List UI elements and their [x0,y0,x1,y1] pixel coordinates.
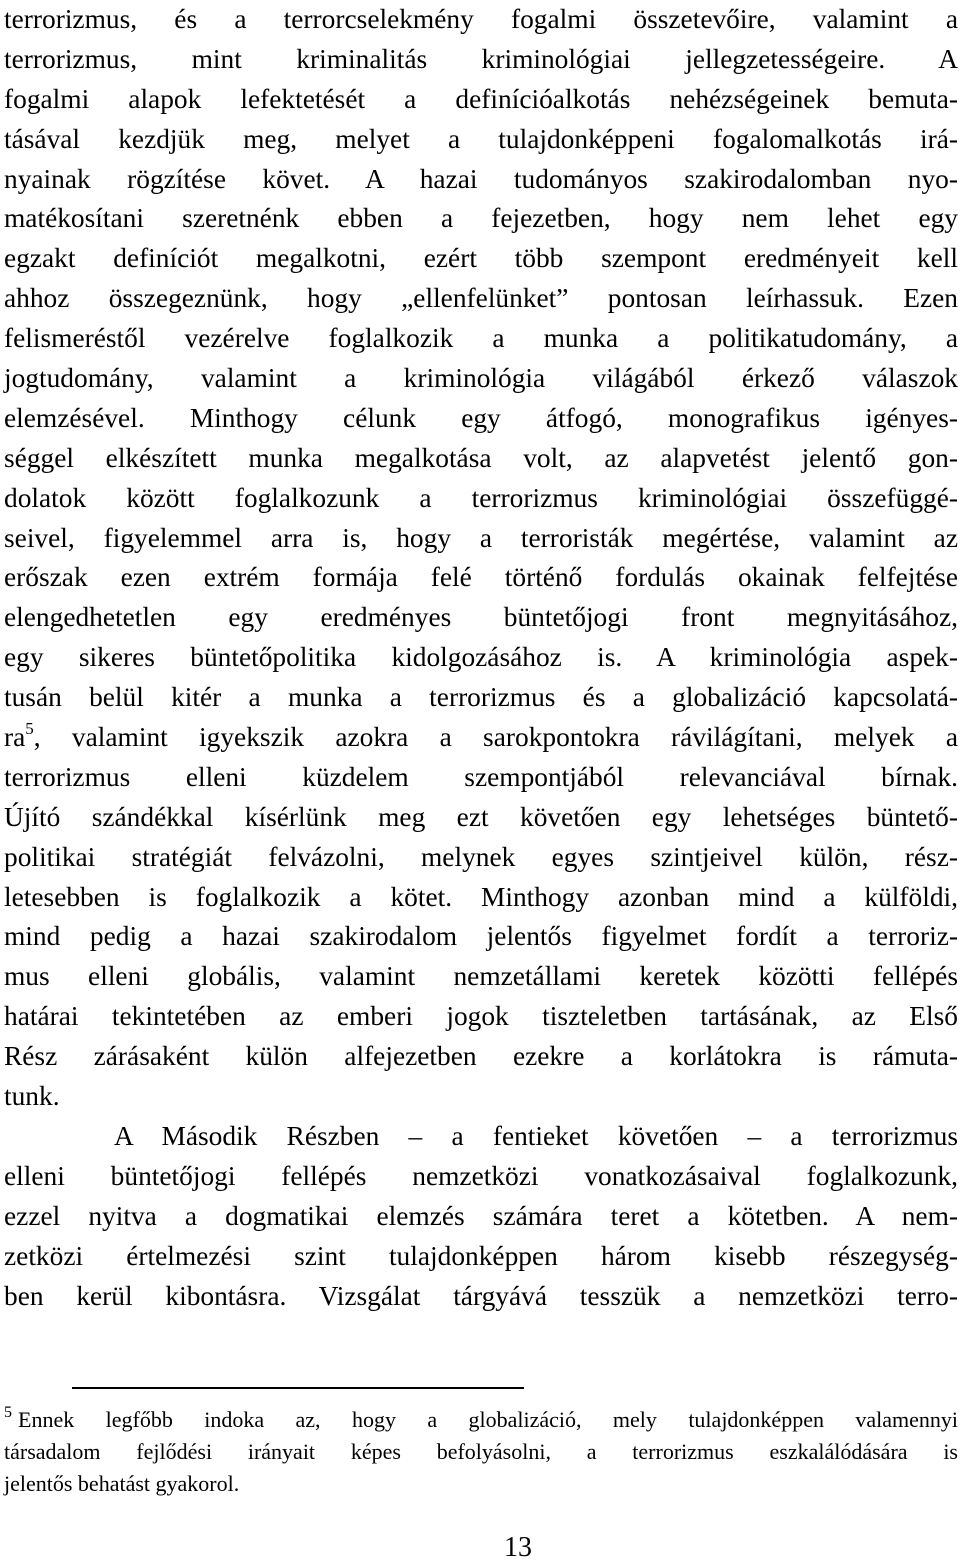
text-line: Rész zárásaként külön alfejezetben ezekre a korlátokra is rámuta- [4,1041,958,1072]
footnote [4,1404,958,1500]
text-segment: ra [4,722,26,753]
text-line: politikai stratégiát felvázolni, melynek egyes szintjeivel külön, rész- [4,841,958,872]
text-line: matékosítani szeretnénk ebben a fejezetben, hogy nem lehet egy [4,203,958,234]
text-line: A Második Részben – a fentieket követően – a terrorizmus [114,1120,958,1151]
footnote-reference[interactable]: 5 [25,718,34,738]
text-line: ben kerül kibontásra. Vizsgálat tárgyává tesszük a nemzetközi terro- [4,1280,958,1311]
text-line: letesebben is foglalkozik a kötet. Minthogy azonban mind a külföldi, [4,881,958,912]
footnote-text: jelentős behatást gyakorol. [4,1471,240,1496]
text-segment: , valamint igyekszik azokra a sarokpontokra rávilágítani, melyek a [33,722,958,753]
footnote-marker: 5 [4,1403,12,1421]
page-number: 13 [504,1532,532,1563]
text-line [4,718,958,758]
footnote-line [4,1436,958,1468]
text-line: tunk. [4,1081,60,1112]
text-line: nyainak rögzítése követ. A hazai tudományos szakirodalomban nyo- [4,163,958,194]
text-line: egzakt definíciót megalkotni, ezért több szempont eredményeit kell [4,243,958,274]
text-line: Újító szándékkal kísérlünk meg ezt követően egy lehetséges büntető- [4,801,958,832]
text-line: tásával kezdjük meg, melyet a tulajdonképpeni fogalomalkotás irá- [4,123,958,154]
text-line: terrorizmus elleni küzdelem szempontjából relevanciával bírnak. [4,761,958,792]
text-line: dolatok között foglalkozunk a terrorizmus kriminológiai összefüggé- [4,482,958,513]
text-line: mind pedig a hazai szakirodalom jelentős figyelmet fordít a terroriz- [4,921,958,952]
text-line: elleni büntetőjogi fellépés nemzetközi vonatkozásaival foglalkozunk, [4,1160,958,1191]
text-line: séggel elkészített munka megalkotása volt, az alapvetést jelentő gon- [4,442,958,473]
text-line: tusán belül kitér a munka a terrorizmus és a globalizáció kapcsolatá- [4,682,958,713]
footnote-text: Ennek legfőbb indoka az, hogy a globalizáció, mely tulajdonképpen valamennyi [18,1407,958,1432]
text-line: elengedhetetlen egy eredményes büntetőjogi front megnyitásához, [4,602,958,633]
text-line: ahhoz összegeznünk, hogy „ellenfelünket” pontosan leírhassuk. Ezen [4,283,958,314]
text-line: ezzel nyitva a dogmatikai elemzés számára teret a kötetben. A nem- [4,1200,958,1231]
text-line: elemzésével. Minthogy célunk egy átfogó, monografikus igényes- [4,402,958,433]
text-line: fogalmi alapok lefektetését a definícióalkotás nehézségeinek bemuta- [4,83,958,114]
text-line: erőszak ezen extrém formája felé történő fordulás okainak felfejtése [4,562,958,593]
text-line: terrorizmus, mint kriminalitás kriminológiai jellegzetességeire. A [4,43,958,74]
text-line: felismeréstől vezérelve foglalkozik a munka a politikatudomány, a [4,323,958,354]
body-text [4,0,958,1316]
footnote-line [4,1468,958,1500]
document-page [4,0,958,1566]
text-line: seivel, figyelemmel arra is, hogy a terroristák megértése, valamint az [4,522,958,553]
footnote-line [4,1404,958,1436]
text-line: mus elleni globális, valamint nemzetállami keretek közötti fellépés [4,961,958,992]
text-line: terrorizmus, és a terrorcselekmény fogalmi összetevőire, valamint a [4,4,958,34]
text-line: jogtudomány, valamint a kriminológia világából érkező válaszok [4,363,958,394]
text-line: egy sikeres büntetőpolitika kidolgozásához is. A kriminológia aspek- [4,642,958,673]
text-line: zetközi értelmezési szint tulajdonképpen három kisebb részegység- [4,1240,958,1271]
text-line: határai tekintetében az emberi jogok tiszteletben tartásának, az Első [4,1001,958,1032]
footnote-text: társadalom fejlődési irányait képes befolyásolni, a terrorizmus eszkalálódására is [4,1439,958,1464]
footnote-separator [72,1387,524,1389]
